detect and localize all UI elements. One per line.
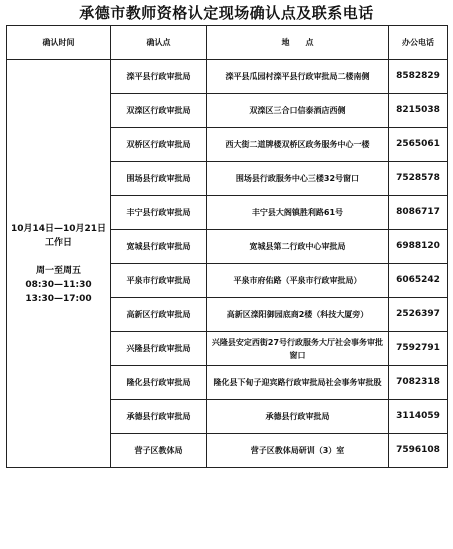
address-cell: 营子区教体局研训（3）室 <box>207 434 389 468</box>
time-line-weekdays: 周一至周五 <box>35 265 81 276</box>
confirmation-time-cell <box>7 60 111 468</box>
address-cell: 丰宁县大阁镇胜利路61号 <box>207 196 389 230</box>
table-body <box>7 60 448 468</box>
header-phone: 办公电话 <box>389 26 448 60</box>
phone-cell: 2565061 <box>389 128 448 162</box>
header-time: 确认时间 <box>7 26 111 60</box>
confirmation-point-cell: 双滦区行政审批局 <box>111 94 207 128</box>
confirmation-point-cell: 隆化县行政审批局 <box>111 366 207 400</box>
phone-cell: 8086717 <box>389 196 448 230</box>
confirmation-point-cell: 滦平县行政审批局 <box>111 60 207 94</box>
address-cell: 西大街二道牌楼双桥区政务服务中心一楼 <box>207 128 389 162</box>
phone-cell: 3114059 <box>389 400 448 434</box>
confirmation-point-cell: 丰宁县行政审批局 <box>111 196 207 230</box>
confirmation-point-cell: 围场县行政审批局 <box>111 162 207 196</box>
phone-cell: 7596108 <box>389 434 448 468</box>
address-cell: 高新区滦阳御园底商2楼（科技大厦旁） <box>207 298 389 332</box>
confirmation-point-cell: 营子区教体局 <box>111 434 207 468</box>
address-cell: 滦平县瓜园村滦平县行政审批局二楼南侧 <box>207 60 389 94</box>
table-row <box>7 60 448 94</box>
time-spacer <box>10 250 107 264</box>
address-cell: 兴隆县安定西街27号行政服务大厅社会事务审批窗口 <box>207 332 389 366</box>
address-cell: 宽城县第二行政中心审批局 <box>207 230 389 264</box>
phone-cell: 7592791 <box>389 332 448 366</box>
phone-cell: 7528578 <box>389 162 448 196</box>
time-line-morning: 08:30—11:30 <box>25 279 92 290</box>
confirmation-point-cell: 宽城县行政审批局 <box>111 230 207 264</box>
phone-cell: 8215038 <box>389 94 448 128</box>
confirmation-point-cell: 承德县行政审批局 <box>111 400 207 434</box>
phone-cell: 8582829 <box>389 60 448 94</box>
address-cell: 平泉市府佑路（平泉市行政审批局） <box>207 264 389 298</box>
table-header-row <box>7 26 448 60</box>
address-cell: 双滦区三合口信泰酒店西侧 <box>207 94 389 128</box>
phone-cell: 6065242 <box>389 264 448 298</box>
header-address: 地 点 <box>207 26 389 60</box>
confirmation-point-cell: 平泉市行政审批局 <box>111 264 207 298</box>
confirmation-point-cell: 双桥区行政审批局 <box>111 128 207 162</box>
time-line-date-range: 10月14日—10月21日 <box>10 223 107 234</box>
address-cell: 围场县行政服务中心三楼32号窗口 <box>207 162 389 196</box>
confirmation-table <box>6 25 448 468</box>
phone-cell: 2526397 <box>389 298 448 332</box>
confirmation-point-cell: 高新区行政审批局 <box>111 298 207 332</box>
header-point: 确认点 <box>111 26 207 60</box>
time-line-workday: 工作日 <box>44 237 72 248</box>
phone-cell: 6988120 <box>389 230 448 264</box>
phone-cell: 7082318 <box>389 366 448 400</box>
address-cell: 承德县行政审批局 <box>207 400 389 434</box>
confirmation-point-cell: 兴隆县行政审批局 <box>111 332 207 366</box>
page-title: 承德市教师资格认定现场确认点及联系电话 <box>79 4 374 22</box>
time-line-afternoon: 13:30—17:00 <box>25 293 92 304</box>
address-cell: 隆化县下甸子迎宾路行政审批局社会事务审批股 <box>207 366 389 400</box>
